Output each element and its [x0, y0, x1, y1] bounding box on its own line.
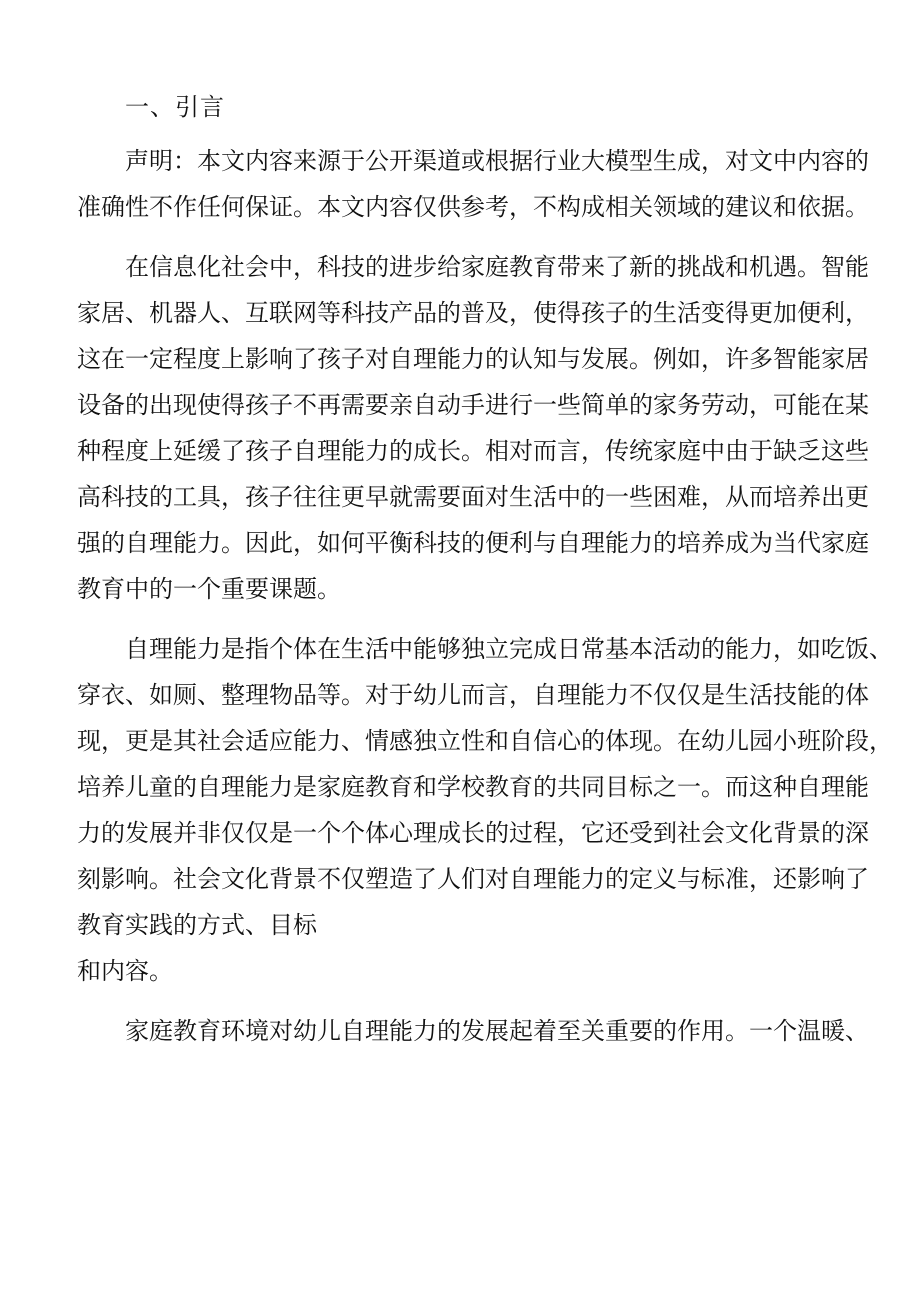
paragraph-family-environment: [77, 1008, 869, 1054]
paragraph-line: 设备的出现使得孩子不再需要亲自动手进行一些简单的家务劳动，可能在某: [77, 391, 869, 419]
paragraph-line: 在信息化社会中，科技的进步给家庭教育带来了新的挑战和机遇。智能: [125, 253, 869, 281]
paragraph-line: 自理能力是指个体在生活中能够独立完成日常基本活动的能力，如吃饭、: [125, 635, 893, 663]
document-body: [77, 84, 893, 1068]
paragraph-line: 现，更是其社会适应能力、情感独立性和自信心的体现。在幼儿园小班阶段，: [77, 727, 893, 755]
paragraph-line: 种程度上延缓了孩子自理能力的成长。相对而言，传统家庭中由于缺乏这些: [77, 437, 869, 465]
paragraph-line: 高科技的工具，孩子往往更早就需要面对生活中的一些困难，从而培养出更: [77, 483, 869, 511]
paragraph-line: 穿衣、如厕、整理物品等。对于幼儿而言，自理能力不仅仅是生活技能的体: [77, 681, 869, 709]
paragraph-line: 和内容。: [77, 957, 173, 985]
paragraph-line: 家庭教育环境对幼儿自理能力的发展起着至关重要的作用。一个温暖、: [125, 1017, 869, 1045]
paragraph-line: 这在一定程度上影响了孩子对自理能力的认知与发展。例如，许多智能家居: [77, 345, 869, 373]
paragraph-line: 教育实践的方式、目标: [77, 911, 317, 939]
paragraph-self-care-definition: [77, 626, 893, 994]
paragraph-line: 家居、机器人、互联网等科技产品的普及，使得孩子的生活变得更加便利，: [77, 299, 869, 327]
section-heading: 一、引言: [125, 93, 225, 121]
paragraph-line: 强的自理能力。因此，如何平衡科技的便利与自理能力的培养成为当代家庭: [77, 529, 869, 557]
paragraph-technology: [77, 244, 869, 612]
paragraph-disclaimer: [77, 138, 869, 230]
paragraph-line: 准确性不作任何保证。本文内容仅供参考，不构成相关领域的建议和依据。: [77, 193, 869, 221]
paragraph-line: 力的发展并非仅仅是一个个体心理成长的过程，它还受到社会文化背景的深: [77, 819, 869, 847]
paragraph-line: 声明：本文内容来源于公开渠道或根据行业大模型生成，对文中内容的: [125, 147, 869, 175]
paragraph-line: 教育中的一个重要课题。: [77, 575, 341, 603]
paragraph-line: 培养儿童的自理能力是家庭教育和学校教育的共同目标之一。而这种自理能: [77, 773, 869, 801]
paragraph-line: 刻影响。社会文化背景不仅塑造了人们对自理能力的定义与标准，还影响了: [77, 865, 869, 893]
